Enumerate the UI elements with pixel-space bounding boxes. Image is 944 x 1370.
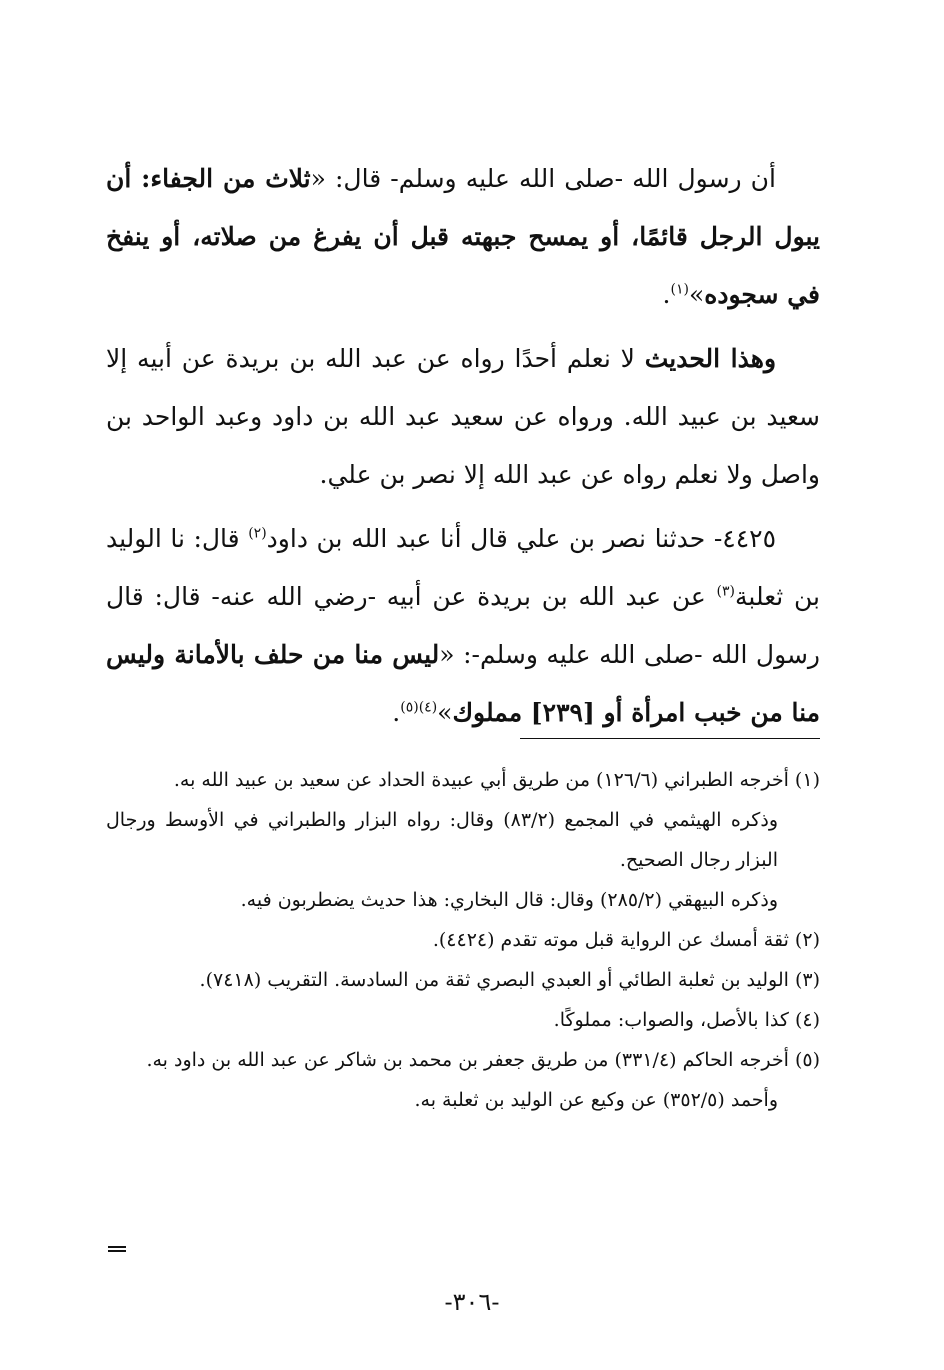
text-lead: أن رسول الله -صلى الله عليه وسلم- قال: « <box>310 164 776 193</box>
footnote-line: وذكره البيهقي (٢٨٥/٢) وقال: قال البخاري: هذا حديث يضطربون فيه. <box>240 889 778 911</box>
footnote-line: (٥) أخرجه الحاكم (٣٣١/٤) من طريق جعفر بن محمد بن شاكر عن عبد الله بن داود به. <box>146 1049 820 1071</box>
footnote-line: وأحمد (٣٥٢/٥) عن وكيع عن الوليد بن ثعلبة به. <box>414 1089 778 1111</box>
footnote-line: (١) أخرجه الطبراني (١٢٦/٦) من طريق أبي عبيدة الحداد عن سعيد بن عبيد الله به. <box>173 769 820 791</box>
quote-close-2: » <box>437 698 453 727</box>
footnote-ref-2: (٢) <box>248 525 267 542</box>
footnote-ref-1: (١) <box>670 281 689 298</box>
footnote-line: (٢) ثقة أمسك عن الرواية قبل موته تقدم (٤٤٢٤). <box>432 929 820 951</box>
footnote-line: (٤) كذا بالأصل، والصواب: مملوكًا. <box>553 1009 820 1031</box>
paragraph-hadith-1 <box>106 150 820 324</box>
footnotes <box>106 760 820 1120</box>
paragraph-hadith-4425 <box>106 510 820 742</box>
main-text <box>106 150 820 742</box>
commentary-body: لا نعلم أحدًا رواه عن عبد الله بن بريدة عن أبيه إلا سعيد بن عبيد الله. ورواه عن سعيد عبد الله بن داود وعبد الواحد بن واصل ولا نعلم رواه عن عبد الله إلا نصر بن علي. <box>106 344 820 489</box>
footnote-separator <box>520 738 820 739</box>
isnad-part-3: عن عبد الله بن بريدة عن أبيه -رضي الله عنه- قال: قال رسول الله -صلى الله عليه وسلم-: « <box>106 582 821 669</box>
footnote-line: وذكره الهيثمي في المجمع (٨٣/٢) وقال: رواه البزار والطبراني في الأوسط ورجال البزار رجال الصحيح. <box>106 809 778 871</box>
commentary-lead: وهذا الحديث <box>644 344 777 373</box>
footnote-line: (٣) الوليد بن ثعلبة الطائي أو العبدي البصري ثقة من السادسة. التقريب (٧٤١٨). <box>199 969 820 991</box>
end-mark <box>108 1246 126 1252</box>
hadith-quote: ثلاث من الجفاء: أن يبول الرجل قائمًا، أو يمسح جبهته قبل أن يفرغ من صلاته، أو ينفخ في سجوده <box>106 164 820 309</box>
footnote-ref-3: (٣) <box>716 583 735 600</box>
quote-close: » <box>688 280 705 309</box>
hadith-quote-2: ليس منا من حلف بالأمانة وليس منا من خبب امرأة أو [٢٣٩] مملوك <box>106 640 820 727</box>
text-end-2: . <box>392 698 401 727</box>
footnote-ref-4: (٤) <box>418 699 438 716</box>
paragraph-commentary <box>106 330 820 504</box>
isnad-part-1: ٤٤٢٥- حدثنا نصر بن علي قال أنا عبد الله بن داود <box>266 524 776 553</box>
text-end: . <box>662 280 671 309</box>
isnad-part-2: قال: نا الوليد بن ثعلبة <box>106 524 820 611</box>
footnote-ref-5: (٥) <box>400 699 419 716</box>
page-number: -٣٠٦- <box>444 1288 500 1316</box>
